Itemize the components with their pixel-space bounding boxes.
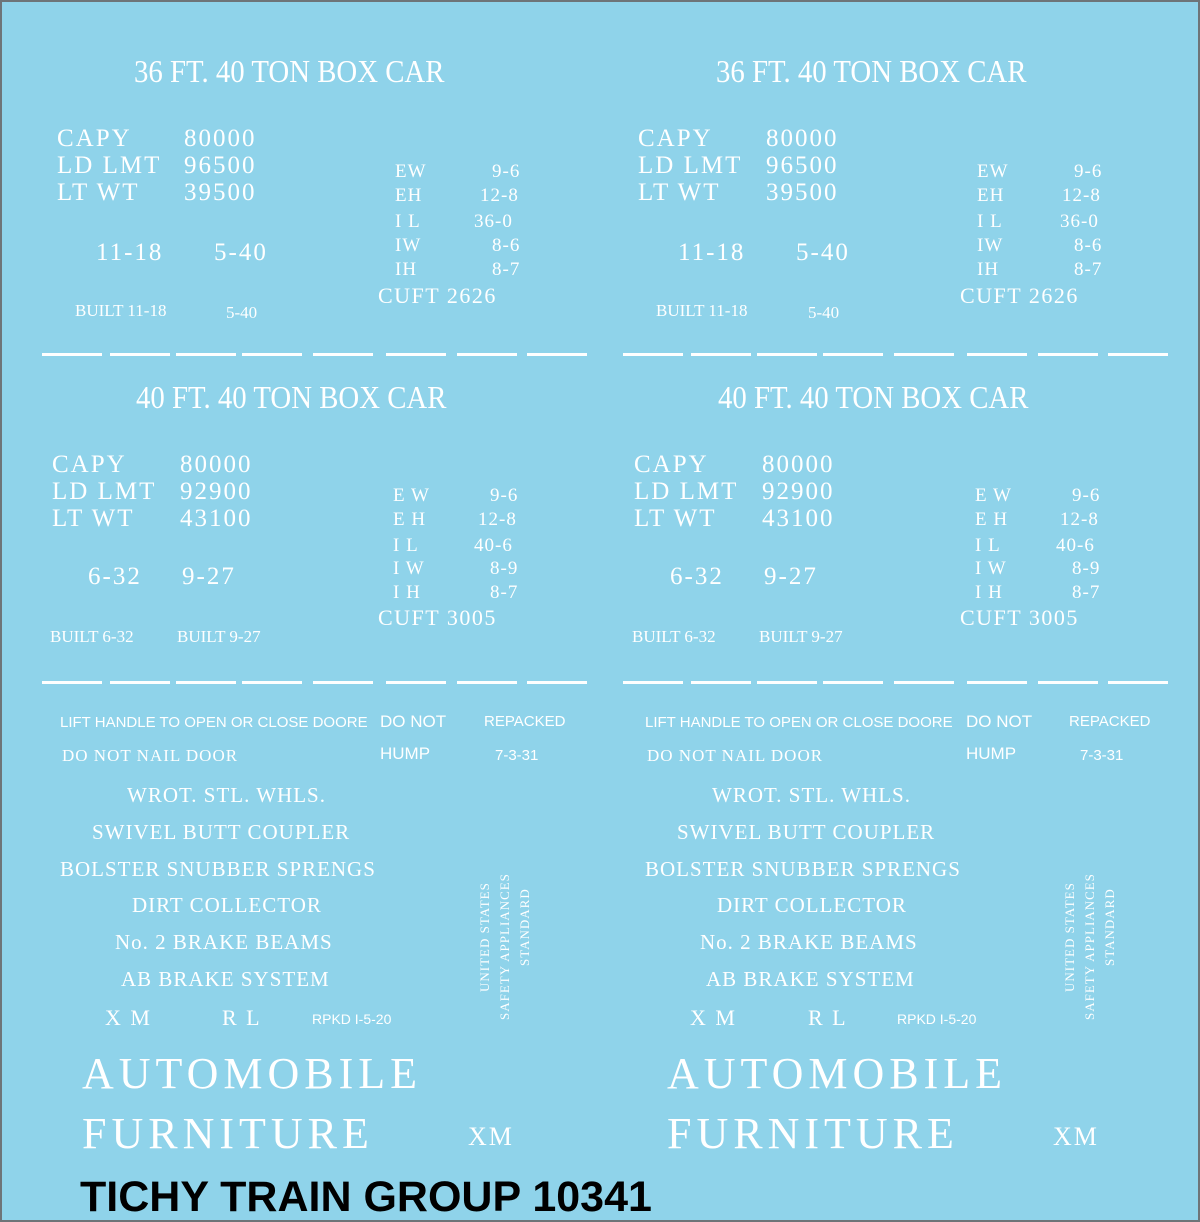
ih-label: I H (975, 582, 1003, 603)
built-label: BUILT 11-18 (75, 301, 167, 320)
xm-stencil: X M (690, 1005, 737, 1030)
wheels-text: WROT. STL. WHLS. (127, 783, 326, 807)
iw-label: I W (975, 558, 1007, 579)
usa-line-2: SAFETY APPLIANCES (1082, 873, 1097, 1020)
brake-system-text: AB BRAKE SYSTEM (706, 967, 915, 991)
cuft: CUFT 3005 (960, 605, 1079, 630)
car-title: 40 FT. 40 TON BOX CAR (136, 379, 447, 415)
iw-value: 8-9 (490, 558, 519, 579)
do-not-text: DO NOT (380, 712, 447, 731)
cuft: CUFT 2626 (378, 283, 497, 308)
usa-line-1: UNITED STATES (1062, 882, 1077, 992)
product-footer: TICHY TRAIN GROUP 10341 (80, 1173, 652, 1221)
ew-label: E W (393, 485, 430, 506)
cuft: CUFT 3005 (378, 605, 497, 630)
hump-text: HUMP (380, 744, 431, 763)
ldlmt-value: 96500 (766, 152, 839, 179)
car-title: 40 FT. 40 TON BOX CAR (718, 379, 1029, 415)
ih-label: I H (393, 582, 421, 603)
iw-label: I W (393, 558, 425, 579)
ltwt-value: 39500 (184, 179, 257, 206)
snubber-text: BOLSTER SNUBBER SPRENGS (60, 857, 376, 881)
ew-value: 9-6 (490, 485, 519, 506)
rpkd-text: RPKD I-5-20 (312, 1011, 392, 1027)
automobile-text: AUTOMOBILE (82, 1049, 423, 1098)
ltwt-label: LT WT (638, 179, 721, 206)
rpkd-text: RPKD I-5-20 (897, 1011, 977, 1027)
ltwt-label: LT WT (57, 179, 140, 206)
furniture-text: FURNITURE (667, 1109, 959, 1158)
dirt-collector-text: DIRT COLLECTOR (132, 893, 322, 917)
capy-label: CAPY (634, 451, 709, 478)
ih-value: 8-7 (1074, 259, 1103, 280)
il-value: 36-0 (474, 211, 513, 232)
car-title: 36 FT. 40 TON BOX CAR (134, 53, 445, 89)
ew-label: E W (975, 485, 1012, 506)
capy-value: 80000 (184, 125, 257, 152)
il-label: I L (977, 211, 1003, 232)
xm-stencil: X M (105, 1005, 152, 1030)
eh-value: 12-8 (1060, 509, 1099, 530)
repacked-date: 7-3-31 (495, 747, 539, 764)
ldlmt-value: 92900 (762, 478, 835, 505)
capy-label: CAPY (57, 125, 132, 152)
eh-label: EH (977, 185, 1005, 206)
furniture-text: FURNITURE (82, 1109, 374, 1158)
ldlmt-label: LD LMT (638, 152, 743, 179)
built-label: BUILT 11-18 (656, 301, 748, 320)
date-b: 9-27 (182, 563, 236, 590)
do-not-nail-text: DO NOT NAIL DOOR (647, 746, 824, 765)
do-not-nail-text: DO NOT NAIL DOOR (62, 746, 239, 765)
repacked-text: REPACKED (484, 713, 566, 730)
iw-label: IW (977, 235, 1004, 256)
built-b: BUILT 9-27 (177, 627, 261, 646)
eh-label: E H (975, 509, 1009, 530)
ldlmt-value: 96500 (184, 152, 257, 179)
built-a: BUILT 6-32 (632, 627, 716, 646)
usa-line-3: STANDARD (1102, 888, 1117, 966)
date-a: 11-18 (96, 239, 164, 266)
ew-value: 9-6 (1072, 485, 1101, 506)
snubber-text: BOLSTER SNUBBER SPRENGS (645, 857, 961, 881)
ldlmt-value: 92900 (180, 478, 253, 505)
coupler-text: SWIVEL BUTT COUPLER (677, 820, 936, 844)
rl-stencil: R L (222, 1005, 262, 1030)
car-title: 36 FT. 40 TON BOX CAR (716, 53, 1027, 89)
capy-value: 80000 (762, 451, 835, 478)
lift-handle-text: LIFT HANDLE TO OPEN OR CLOSE DOORE (60, 714, 368, 731)
brake-beams-text: No. 2 BRAKE BEAMS (700, 930, 918, 954)
il-value: 36-0 (1060, 211, 1099, 232)
date-a: 11-18 (678, 239, 746, 266)
il-value: 40-6 (474, 535, 513, 556)
iw-value: 8-6 (492, 235, 521, 256)
ew-value: 9-6 (1074, 161, 1103, 182)
iw-label: IW (395, 235, 422, 256)
repacked-date: 7-3-31 (1080, 747, 1124, 764)
furniture-xm-text: XM (468, 1122, 514, 1151)
il-label: I L (395, 211, 421, 232)
usa-line-3: STANDARD (517, 888, 532, 966)
ltwt-value: 39500 (766, 179, 839, 206)
capy-label: CAPY (52, 451, 127, 478)
brake-system-text: AB BRAKE SYSTEM (121, 967, 330, 991)
hump-text: HUMP (966, 744, 1017, 763)
date-a: 6-32 (88, 563, 142, 590)
capy-value: 80000 (180, 451, 253, 478)
capy-label: CAPY (638, 125, 713, 152)
ih-value: 8-7 (1072, 582, 1101, 603)
ih-value: 8-7 (490, 582, 519, 603)
ldlmt-label: LD LMT (57, 152, 162, 179)
ltwt-label: LT WT (634, 505, 717, 532)
usa-line-1: UNITED STATES (477, 882, 492, 992)
il-label: I L (975, 535, 1001, 556)
dirt-collector-text: DIRT COLLECTOR (717, 893, 907, 917)
il-value: 40-6 (1056, 535, 1095, 556)
date-b: 5-40 (214, 239, 268, 266)
automobile-text: AUTOMOBILE (667, 1049, 1008, 1098)
ltwt-label: LT WT (52, 505, 135, 532)
ltwt-value: 43100 (180, 505, 253, 532)
eh-value: 12-8 (478, 509, 517, 530)
capy-value: 80000 (766, 125, 839, 152)
lift-handle-text: LIFT HANDLE TO OPEN OR CLOSE DOORE (645, 714, 953, 731)
built-a: BUILT 6-32 (50, 627, 134, 646)
usa-line-2: SAFETY APPLIANCES (497, 873, 512, 1020)
built-b: BUILT 9-27 (759, 627, 843, 646)
ih-label: IH (977, 259, 1000, 280)
ldlmt-label: LD LMT (634, 478, 739, 505)
il-label: I L (393, 535, 419, 556)
eh-value: 12-8 (1062, 185, 1101, 206)
ltwt-value: 43100 (762, 505, 835, 532)
built-b: 5-40 (226, 303, 258, 322)
eh-label: E H (393, 509, 427, 530)
ew-label: EW (395, 161, 427, 182)
brake-beams-text: No. 2 BRAKE BEAMS (115, 930, 333, 954)
date-a: 6-32 (670, 563, 724, 590)
ew-label: EW (977, 161, 1009, 182)
ih-value: 8-7 (492, 259, 521, 280)
cuft: CUFT 2626 (960, 283, 1079, 308)
rl-stencil: R L (808, 1005, 848, 1030)
eh-value: 12-8 (480, 185, 519, 206)
coupler-text: SWIVEL BUTT COUPLER (92, 820, 351, 844)
wheels-text: WROT. STL. WHLS. (712, 783, 911, 807)
furniture-xm-text: XM (1053, 1122, 1099, 1151)
ldlmt-label: LD LMT (52, 478, 157, 505)
eh-label: EH (395, 185, 423, 206)
iw-value: 8-6 (1074, 235, 1103, 256)
built-b: 5-40 (808, 303, 840, 322)
ew-value: 9-6 (492, 161, 521, 182)
repacked-text: REPACKED (1069, 713, 1151, 730)
iw-value: 8-9 (1072, 558, 1101, 579)
date-b: 9-27 (764, 563, 818, 590)
date-b: 5-40 (796, 239, 850, 266)
ih-label: IH (395, 259, 418, 280)
do-not-text: DO NOT (966, 712, 1033, 731)
